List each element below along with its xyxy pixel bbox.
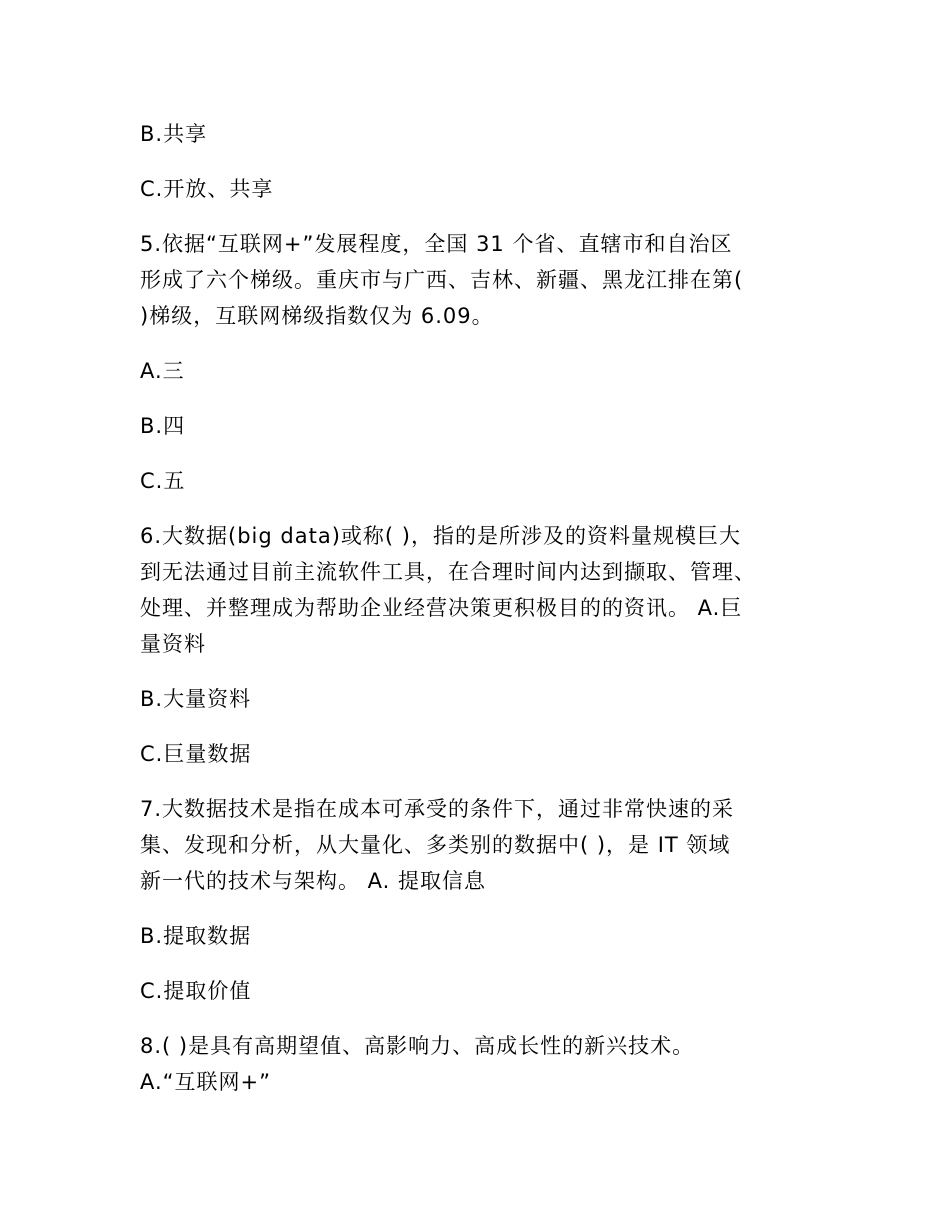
question-8-line-1: 8.( )是具有高期望值、高影响力、高成长性的新兴技术。	[140, 1034, 695, 1058]
question-5-line-2: 形成了六个梯级。重庆市与广西、吉林、新疆、黑龙江排在第(	[140, 268, 744, 292]
question-7-line-1: 7.大数据技术是指在成本可承受的条件下，通过非常快速的采	[140, 797, 735, 821]
question-6-line-1: 6.大数据(big data)或称( )，指的是所涉及的资料量规模巨大	[140, 524, 741, 548]
q5-option-a: A.三	[140, 359, 185, 383]
question-6-line-3: 处理、并整理成为帮助企业经营决策更积极目的的资讯。 A.巨	[140, 596, 743, 620]
question-7	[140, 791, 820, 899]
q4-option-c: C.开放、共享	[140, 177, 274, 201]
document-body	[140, 116, 820, 1100]
q5-option-c: C.五	[140, 469, 186, 493]
question-6-line-2: 到无法通过目前主流软件工具，在合理时间内达到撷取、管理、	[140, 560, 756, 584]
q7-option-c: C.提取价值	[140, 979, 252, 1003]
question-8-line-2: A.“互联网+”	[140, 1070, 272, 1094]
question-5	[140, 226, 820, 334]
question-7-line-2: 集、发现和分析，从大量化、多类别的数据中( )，是 IT 领域	[140, 833, 731, 857]
q4-option-b: B.共享	[140, 122, 208, 146]
q5-option-b: B.四	[140, 414, 186, 438]
question-8	[140, 1028, 820, 1100]
question-6	[140, 518, 820, 662]
question-7-line-3: 新一代的技术与架构。 A. 提取信息	[140, 869, 487, 893]
question-6-line-4: 量资料	[140, 632, 206, 656]
q7-option-b: B.提取数据	[140, 924, 252, 948]
q6-option-b: B.大量资料	[140, 687, 252, 711]
question-5-line-3: )梯级，互联网梯级指数仅为 6.09。	[140, 304, 494, 328]
q6-option-c: C.巨量数据	[140, 742, 252, 766]
question-5-line-1: 5.依据“互联网+”发展程度，全国 31 个省、直辖市和自治区	[140, 232, 733, 256]
